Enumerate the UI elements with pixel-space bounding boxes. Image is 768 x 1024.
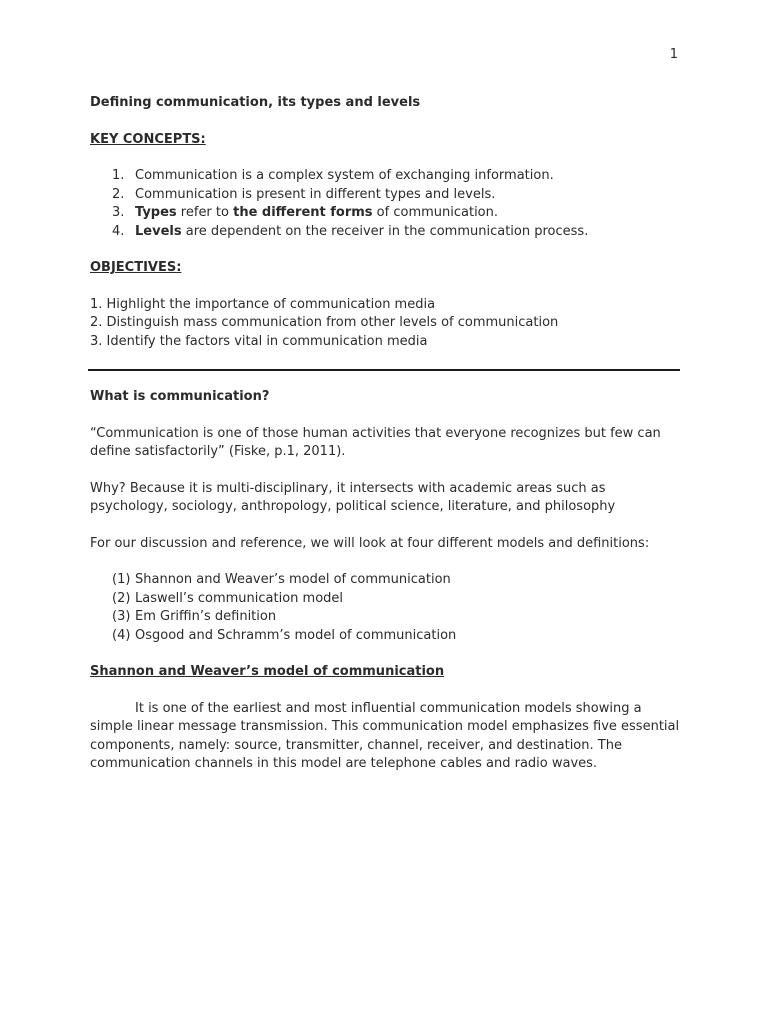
list-item-number: (4) (112, 627, 131, 643)
objective-item: 3. Identify the factors vital in communication media (90, 333, 428, 349)
list-item-text: Osgood and Schramm’s model of communication (135, 627, 457, 643)
key-concept-item (90, 186, 680, 205)
list-item-text: are dependent on the receiver in the communication process. (181, 223, 589, 239)
why-paragraph: Why? Because it is multi-disciplinary, it intersects with academic areas such as psychology, sociology, anthropology, political science, literature, and philosophy (90, 480, 616, 514)
list-item-number: 3. (112, 205, 125, 220)
list-item-number: 2. (112, 186, 125, 202)
page-content (90, 94, 680, 774)
objective-item: 1. Highlight the importance of communication media (90, 296, 436, 312)
bold-term: Types (135, 205, 177, 220)
objective-item: 2. Distinguish mass communication from other levels of communication (90, 315, 559, 330)
list-item-number: (1) (112, 572, 131, 587)
list-item-text: of communication. (372, 205, 499, 220)
list-item (90, 571, 680, 590)
models-list (90, 571, 680, 645)
list-item (90, 608, 680, 627)
list-item-number: 1. (112, 168, 125, 183)
shannon-weaver-paragraph: It is one of the earliest and most influential communication models showing a simple linear message transmission. This communication model emphasizes five essential components, namely: source, transmitter, channel, receiver, and destination. The communication channels in this model are telephone cables and radio waves. (90, 700, 680, 771)
key-concept-item (90, 223, 680, 242)
list-item-text: Communication is a complex system of exchanging information. (135, 168, 554, 183)
list-item-text: Laswell’s communication model (135, 590, 344, 606)
objectives-heading: OBJECTIVES: (90, 260, 182, 275)
list-item-text: Em Griffin’s definition (135, 609, 277, 624)
bold-term: the different forms (233, 205, 373, 220)
list-item-number: 4. (112, 223, 125, 239)
section-heading-what-is-communication: What is communication? (90, 389, 270, 404)
list-item-number: (2) (112, 590, 131, 606)
horizontal-divider (88, 369, 680, 371)
bold-term: Levels (135, 223, 182, 239)
list-item-text: Communication is present in different types and levels. (135, 186, 496, 202)
key-concept-item (90, 167, 680, 186)
list-item-text: refer to (176, 205, 234, 220)
section-heading-shannon-weaver: Shannon and Weaver’s model of communication (90, 664, 445, 679)
page-number: 1 (669, 47, 678, 62)
objectives-list (90, 296, 680, 352)
list-item (90, 590, 680, 609)
key-concepts-list (90, 167, 680, 241)
list-item (90, 627, 680, 646)
list-item-text: Shannon and Weaver’s model of communication (135, 572, 451, 587)
fiske-quote: “Communication is one of those human activities that everyone recognizes but few can define satisfactorily” (Fiske, p.1, 2011). (90, 425, 661, 459)
key-concept-item (90, 204, 680, 223)
list-item-number: (3) (112, 609, 131, 624)
models-intro: For our discussion and reference, we will look at four different models and definitions: (90, 535, 650, 551)
document-title: Defining communication, its types and levels (90, 95, 421, 110)
key-concepts-heading: KEY CONCEPTS: (90, 131, 206, 147)
